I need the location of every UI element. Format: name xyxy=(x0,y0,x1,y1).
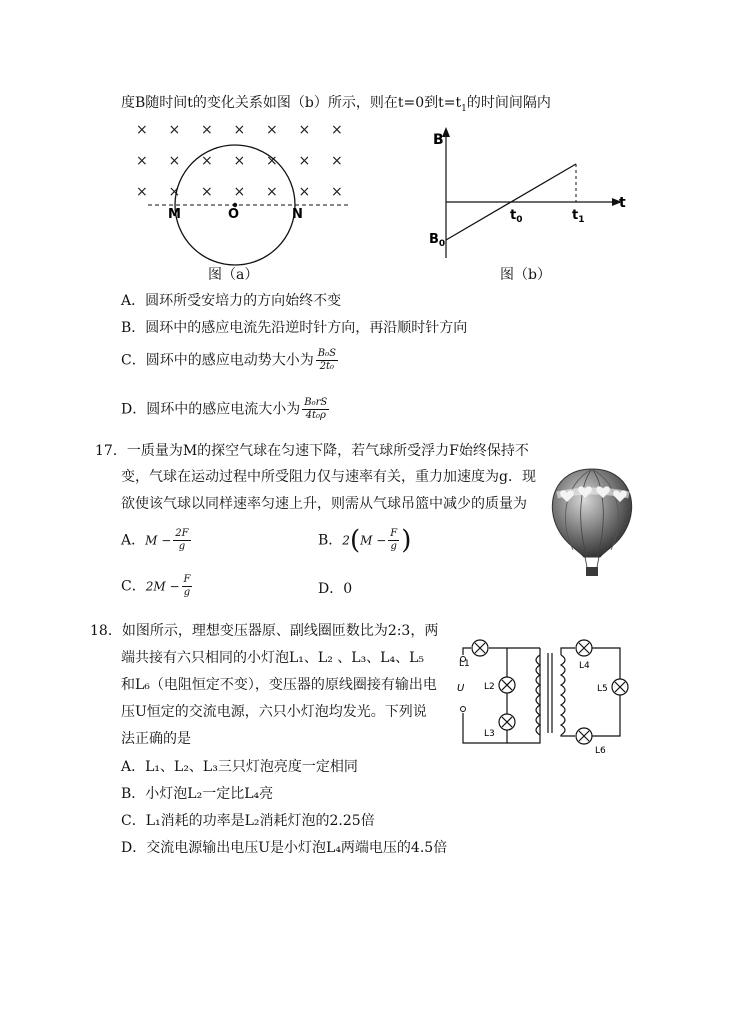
q18-line-4: 压U恒定的交流电源，六只小灯泡均发光。下列说 xyxy=(121,704,427,720)
label-o: O xyxy=(228,207,240,222)
q17-line-1: 17．一质量为M的探空气球在匀速下降，若气球所受浮力F始终保持不 xyxy=(95,443,529,459)
cross-mark: × xyxy=(136,122,148,138)
q16-option-a: A．圆环所受安培力的方向始终不变 xyxy=(121,293,342,309)
q17-line-3: 欲使该气球以同样速率匀速上升，则需从气球吊篮中减少的质量为 xyxy=(121,496,527,512)
caption-a: 图（a） xyxy=(208,267,259,283)
label-b: B xyxy=(433,132,444,148)
terminal-bottom xyxy=(461,707,466,712)
cross-mark: × xyxy=(136,184,148,200)
transformer-circuit xyxy=(455,633,640,758)
cross-mark: × xyxy=(136,153,148,169)
fraction-d: $\frac{\text{B₀rS}}{\text{4t₀ρ}}$ xyxy=(304,397,328,421)
q18-option-b: B．小灯泡L₂一定比L₄亮 xyxy=(121,786,274,802)
cross-mark: × xyxy=(298,184,311,200)
magnetic-field-crosses xyxy=(136,122,343,200)
q18-option-d: D．交流电源输出电压U是小灯泡L₄两端电压的4.5倍 xyxy=(121,840,448,856)
label-l2: L2 xyxy=(484,682,495,692)
label-t: t xyxy=(619,195,626,211)
q17-line-2: 变，气球在运动过程中所受阻力仅与速率有关，重力加速度为g．现 xyxy=(121,469,536,485)
label-l6: L6 xyxy=(595,746,606,756)
q18-line-2: 端共接有六只相同的小灯泡L₁、L₂ 、L₃、L₄、L₅ xyxy=(121,650,424,666)
label-n: N xyxy=(292,207,303,222)
label-l4: L4 xyxy=(579,661,590,671)
q17-option-c: C．2M − $\frac{F}{g}$ xyxy=(121,574,191,598)
label-l5: L5 xyxy=(597,684,608,694)
label-t1: $t_1$ xyxy=(572,208,585,225)
q17-option-a: A．M − $\frac{2F}{g}$ xyxy=(121,528,189,552)
cross-mark: × xyxy=(233,122,246,138)
cross-mark: × xyxy=(201,184,213,200)
cross-mark: × xyxy=(298,153,311,169)
q17-option-b: B．2(M − $\frac{F}{g}$ ) xyxy=(318,525,412,556)
q18-line-3: 和L₆（电阻恒定不变），变压器的原线圈接有输出电 xyxy=(121,677,437,693)
intro-line: 度B随时间t的变化关系如图（b）所示，则在t=0到$t=t_1$的时间间隔内 xyxy=(121,95,551,114)
cross-mark: × xyxy=(168,184,181,200)
figure-a xyxy=(128,118,358,288)
q18-option-a: A．L₁、L₂、L₃三只灯泡亮度一定相同 xyxy=(121,759,358,775)
cross-mark: × xyxy=(266,184,278,200)
caption-b: 图（b） xyxy=(500,267,551,283)
basket xyxy=(586,567,598,576)
q16-option-d: D．圆环中的感应电流大小为 $\frac{\text{B₀rS}}{\text{4t₀ρ}}$ xyxy=(121,397,328,421)
cross-mark: × xyxy=(266,153,278,169)
cross-mark: × xyxy=(331,184,343,200)
label-t0: $t_0$ xyxy=(510,208,523,225)
cross-mark: × xyxy=(331,153,343,169)
cross-mark: × xyxy=(168,122,181,138)
cross-mark: × xyxy=(201,122,213,138)
fraction-c: $\frac{\text{B₀S}}{\text{2t₀}}$ xyxy=(317,348,336,372)
label-m: M xyxy=(168,207,181,222)
cross-mark: × xyxy=(233,184,246,200)
cross-mark: × xyxy=(201,153,213,169)
q18-line-5: 法正确的是 xyxy=(121,731,191,747)
cross-mark: × xyxy=(266,122,278,138)
q16-option-b: B．圆环中的感应电流先沿逆时针方向，再沿顺时针方向 xyxy=(121,320,468,336)
label-u: U xyxy=(457,683,465,694)
label-l3: L3 xyxy=(484,729,495,739)
q18-line-1: 18．如图所示，理想变压器原、副线圈匝数比为2:3，两 xyxy=(90,623,439,639)
hot-air-balloon-image xyxy=(545,465,640,580)
cross-mark: × xyxy=(168,153,181,169)
label-l1: L1 xyxy=(459,659,470,669)
figure-b xyxy=(420,123,635,263)
q18-option-c: C．L₁消耗的功率是L₂消耗灯泡的2.25倍 xyxy=(121,813,375,829)
cross-mark: × xyxy=(233,153,246,169)
label-b0: $B_0$ xyxy=(429,232,446,249)
cross-mark: × xyxy=(298,122,311,138)
q16-option-c: C．圆环中的感应电动势大小为 $\frac{\text{B₀S}}{\text{2t₀}}$ xyxy=(121,348,336,372)
cross-mark: × xyxy=(331,122,343,138)
q17-option-d: D．0 xyxy=(318,581,353,597)
